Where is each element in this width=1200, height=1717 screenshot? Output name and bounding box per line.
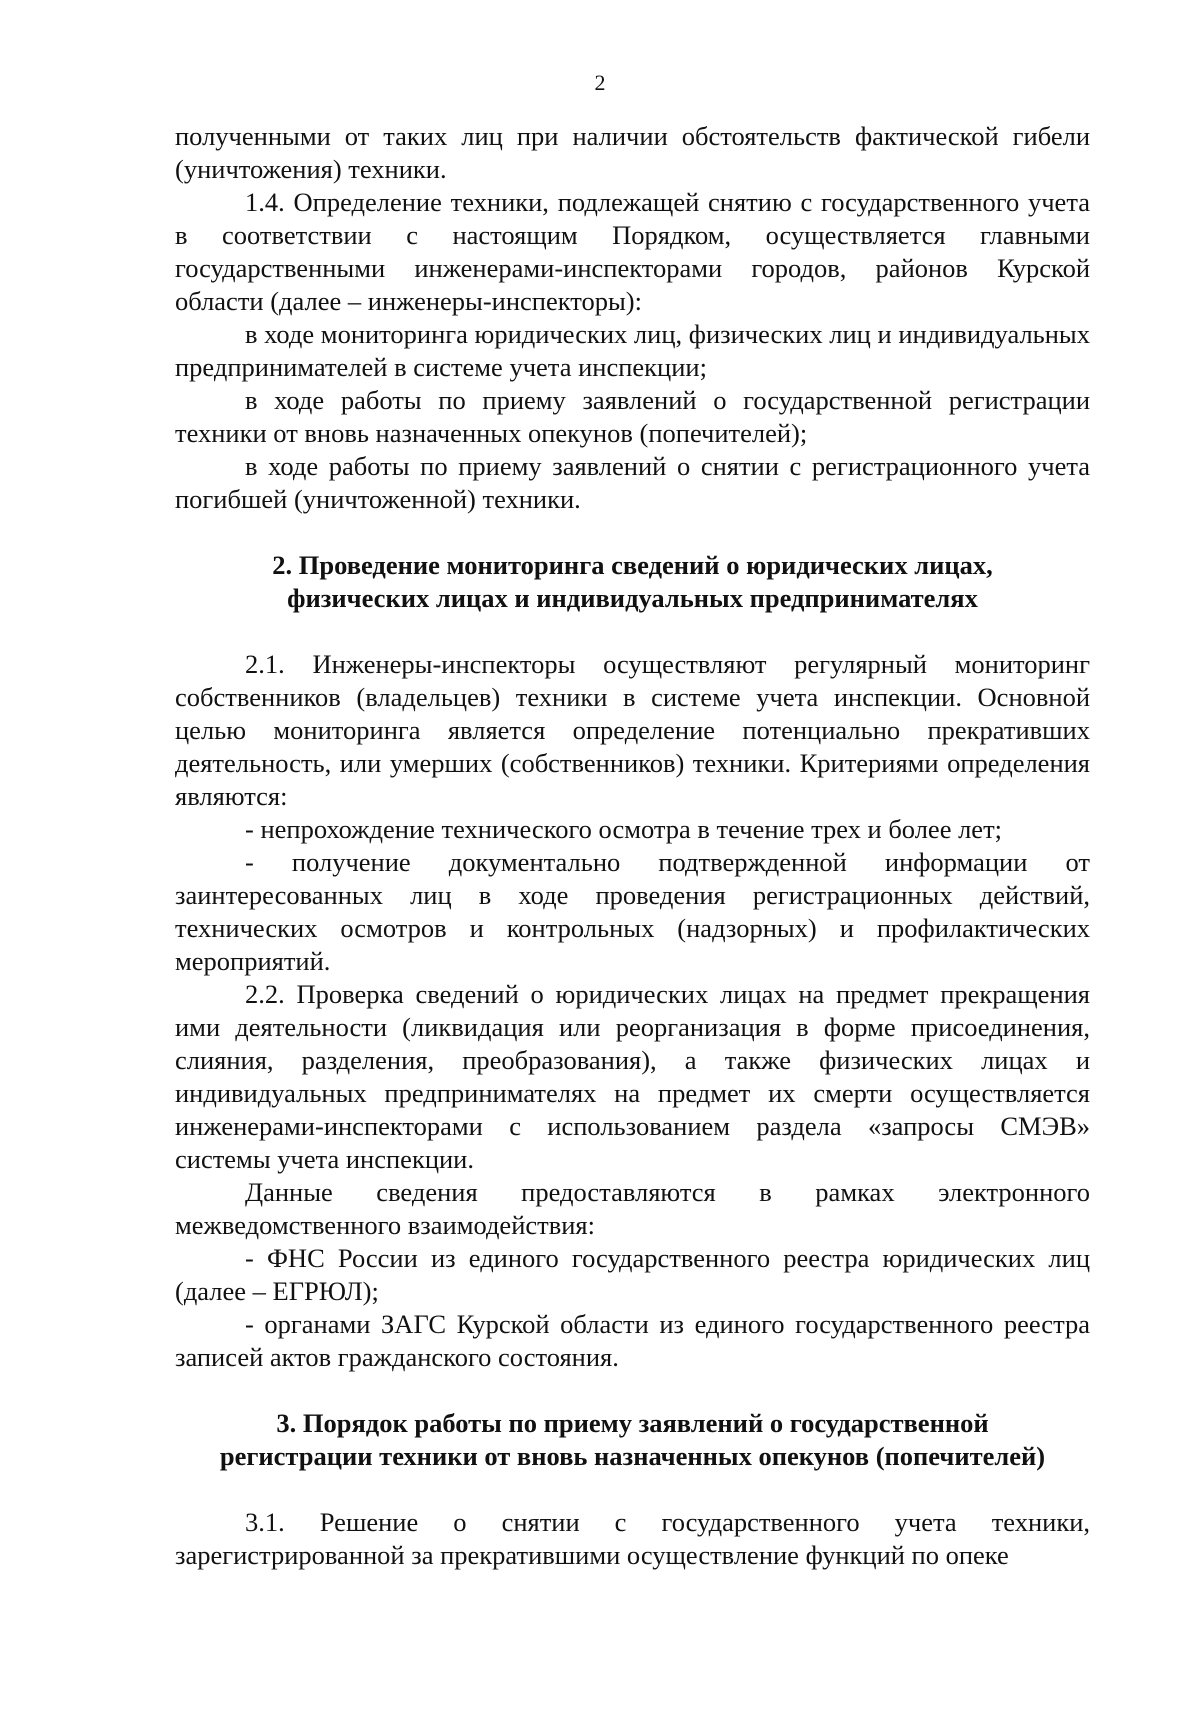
paragraph-continuation: полученными от таких лиц при наличии обстоятельств фактической гибели (уничтожения) техники. [175,121,1090,184]
spacer [175,615,1090,648]
source-item-fns: - ФНС России из единого государственного реестра юридических лиц (далее – ЕГРЮЛ); [175,1243,1090,1306]
source-item-zags: - органами ЗАГС Курской области из единого государственного реестра записей актов гражданского состояния. [175,1309,1090,1372]
paragraph-destroyed-item: в ходе работы по приему заявлений о снятии с регистрационного учета погибшей (уничтоженной) техники. [175,451,1090,514]
paragraph-3-1: 3.1. Решение о снятии с государственного учета техники, зарегистрированной за прекратившими осуществление функций по опеке [175,1507,1090,1570]
spacer [175,516,1090,549]
spacer [175,1374,1090,1407]
spacer [175,1473,1090,1506]
section-3-heading-line-2: регистрации техники от вновь назначенных опекунов (попечителей) [219,1441,1046,1471]
page-number: 2 [594,70,606,95]
paragraph-data-provided: Данные сведения предоставляются в рамках электронного межведомственного взаимодействия: [175,1177,1090,1240]
criteria-item-inspection: - непрохождение технического осмотра в течение трех и более лет; [245,814,1003,844]
section-2-heading-line-1: 2. Проведение мониторинга сведений о юридических лицах, [272,550,993,580]
paragraph-guardians-item: в ходе работы по приему заявлений о государственной регистрации техники от вновь назначенных опекунов (попечителей); [175,385,1090,448]
document-body [175,120,1090,1572]
paragraph-monitoring-item: в ходе мониторинга юридических лиц, физических лиц и индивидуальных предпринимателей в системе учета инспекции; [175,319,1090,382]
section-3-heading-line-1: 3. Порядок работы по приему заявлений о государственной [276,1408,989,1438]
section-2-heading-line-2: физических лицах и индивидуальных предпринимателях [287,583,978,613]
paragraph-1-4: 1.4. Определение техники, подлежащей снятию с государственного учета в соответствии с настоящим Порядком, осуществляется главными государственными инженерами-инспекторами городов, районов Курской области (далее – инженеры-инспекторы): [175,187,1090,316]
paragraph-2-1: 2.1. Инженеры-инспекторы осуществляют регулярный мониторинг собственников (владельцев) техники в системе учета инспекции. Основной целью мониторинга является определение потенциально прекративших деятельность, или умерших (собственников) техники. Критериями определения являются: [175,649,1090,811]
paragraph-2-2: 2.2. Проверка сведений о юридических лицах на предмет прекращения ими деятельности (ликвидация или реорганизация в форме присоединения, слияния, разделения, преобразования), а также физических лицах и индивидуальных предпринимателях на предмет их смерти осуществляется инженерами-инспекторами с использованием раздела «запросы СМЭВ» системы учета инспекции. [175,979,1090,1174]
criteria-item-information: - получение документально подтвержденной информации от заинтересованных лиц в ходе проведения регистрационных действий, технических осмотров и контрольных (надзорных) и профилактических мероприятий. [175,847,1090,976]
